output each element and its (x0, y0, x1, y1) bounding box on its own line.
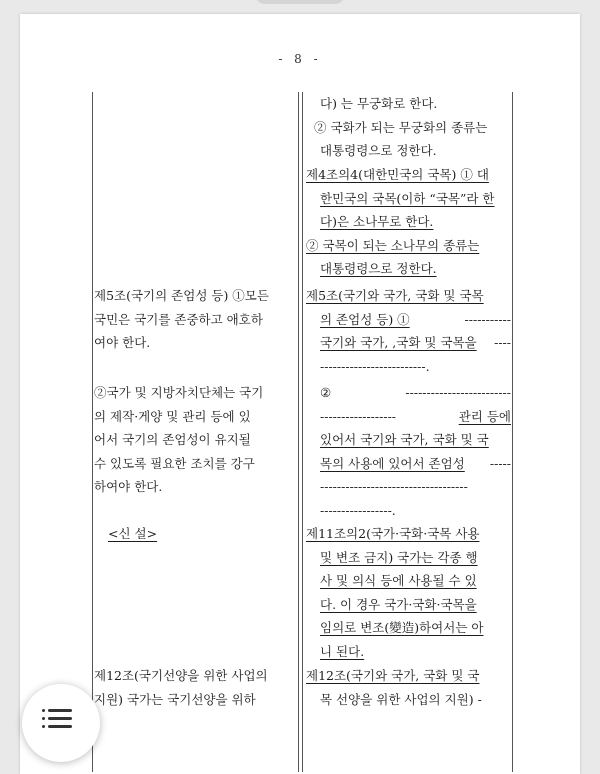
top-tab-handle[interactable] (255, 0, 345, 4)
left-new-label (108, 522, 311, 546)
omission-dashes: -------------------------. (320, 358, 430, 374)
menu-button[interactable] (22, 684, 100, 762)
text-line (306, 452, 511, 476)
text-line (306, 308, 511, 332)
text-line: 다) 는 무궁화로 한다. (320, 96, 438, 111)
omission-dashes: ----------------------------------- (320, 479, 468, 494)
right-article-12 (306, 664, 511, 711)
text-line: 제12조(국기와 국가, 국화 및 국 (306, 668, 480, 683)
document-page (20, 14, 580, 774)
text-span: 관리 등에 (458, 408, 511, 424)
omission-dashes: ------------------------- (405, 385, 511, 400)
right-article-4-4 (306, 163, 511, 281)
text-line: 제11조의2(국가·국화·국목 사용 (306, 526, 480, 541)
right-top-text (306, 92, 511, 163)
text-line: 제5조(국기의 존엄성 등) ①모든 (94, 288, 269, 303)
text-line: 대통령령으로 정한다. (320, 143, 437, 158)
text-line: 하여야 한다. (94, 479, 163, 494)
text-line: 국민은 국기를 존중하고 애호하 (94, 311, 263, 327)
right-article-5-para-2 (306, 381, 511, 522)
text-line: 임의로 변조(變造)하여서는 아 (320, 620, 484, 635)
text-line (306, 405, 511, 429)
text-line: 니 된다. (320, 643, 365, 659)
text-line: 의 제작·게양 및 관리 등에 있 (94, 408, 251, 424)
left-article-12 (94, 664, 297, 711)
text-span: 의 존엄성 등) ① (320, 311, 410, 327)
right-article-11-2 (306, 522, 511, 663)
omission-dashes: ----- (489, 455, 511, 471)
text-line: 및 변조 금지) 국가는 각종 행 (320, 549, 478, 565)
table-border-middle-b (302, 92, 303, 772)
text-line: ② 국목이 되는 소나무의 종류는 (306, 237, 480, 253)
table-border-right (512, 92, 513, 772)
omission-dashes: ----------- (464, 311, 511, 327)
new-provision-label: <신 설> (108, 526, 158, 541)
left-article-5-para-2 (94, 381, 297, 499)
text-line: 사 및 의식 등에 사용될 수 있 (320, 573, 477, 588)
text-line: 다. 이 경우 국가·국화·국목을 (320, 596, 477, 612)
text-line (306, 381, 511, 405)
text-line: 제4조의4(대한민국의 국목) ① 대 (306, 167, 489, 182)
text-line: 목 선양을 위한 사업의 지원) - (320, 691, 482, 707)
text-line: 여야 한다. (94, 335, 151, 350)
text-line: 다)은 소나무로 한다. (320, 214, 434, 229)
text-line: 한민국의 국목(이하 “국목”라 한 (320, 190, 495, 206)
text-span: 국기와 국가, ,국화 및 국목을 (320, 335, 477, 350)
text-line: 어서 국기의 존엄성이 유지될 (94, 432, 251, 447)
table-border-middle-a (298, 92, 299, 772)
text-line: ② 국화가 되는 무궁화의 종류는 (314, 119, 488, 135)
text-line: 대통령령으로 정한다. (320, 261, 437, 276)
text-line: 제12조(국기선양을 위한 사업의 (94, 668, 268, 683)
text-line: ②국가 및 지방자치단체는 국기 (94, 385, 264, 400)
omission-dashes: ---- (494, 335, 511, 350)
left-article-5 (94, 284, 297, 355)
text-span: 목의 사용에 있어서 존엄성 (320, 455, 465, 471)
text-line: 있어서 국기와 국가, 국화 및 국 (320, 432, 489, 447)
omission-dashes: ------------------ (320, 408, 397, 424)
text-line: 수 있도록 필요한 조치를 강구 (94, 455, 255, 471)
text-line (306, 331, 511, 355)
omission-dashes: -----------------. (320, 502, 396, 518)
text-span: ② (320, 385, 332, 400)
right-article-5 (306, 284, 511, 378)
table-border-left (92, 92, 93, 772)
page-number: - 8 - (278, 52, 322, 66)
text-line: 지원) 국가는 국기선양을 위하 (94, 691, 256, 707)
text-line: 제5조(국기와 국가, 국화 및 국목 (306, 288, 484, 303)
